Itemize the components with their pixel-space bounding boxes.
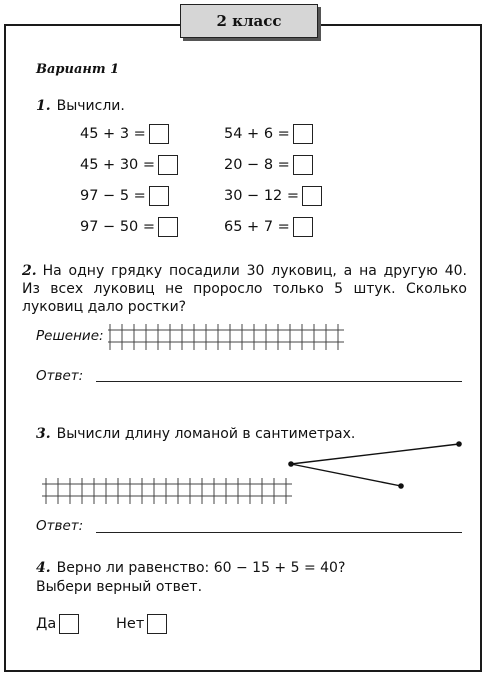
- no-checkbox[interactable]: [147, 614, 167, 634]
- task1-heading: [36, 97, 125, 115]
- broken-line-segment-2: [291, 464, 401, 486]
- answer-line[interactable]: [96, 381, 462, 382]
- exercise-right-1: [224, 124, 313, 144]
- yes-option: [36, 614, 79, 634]
- exercise-expression: 65 + 7 =: [224, 219, 290, 235]
- task3-text: Вычисли длину ломаной в сантиметрах.: [56, 426, 356, 442]
- task2-question: [22, 262, 467, 316]
- exercise-expression: 97 − 5 =: [80, 188, 146, 204]
- no-label: Нет: [116, 616, 145, 632]
- task1-text: Вычисли.: [56, 98, 125, 114]
- solution-grid[interactable]: [108, 324, 344, 350]
- answer-line[interactable]: [96, 532, 462, 533]
- task2-number: 2.: [22, 263, 37, 279]
- task1-number: 1.: [36, 98, 51, 114]
- grade-tab: [180, 4, 318, 38]
- answer-box[interactable]: [158, 155, 178, 175]
- broken-line-figure: [280, 435, 470, 495]
- task4-instruction: Выбери верный ответ.: [36, 579, 203, 595]
- solution-label: Решение:: [36, 328, 104, 344]
- exercise-left-4: [80, 217, 178, 237]
- exercise-expression: 97 − 50 =: [80, 219, 156, 235]
- exercise-expression: 45 + 3 =: [80, 126, 146, 142]
- answer-box[interactable]: [293, 124, 313, 144]
- ruler-grid[interactable]: [42, 478, 292, 504]
- answer-box[interactable]: [158, 217, 178, 237]
- exercise-left-3: [80, 186, 169, 206]
- exercise-right-4: [224, 217, 313, 237]
- yes-label: Да: [36, 616, 57, 632]
- exercise-left-1: [80, 124, 169, 144]
- answer-box[interactable]: [293, 217, 313, 237]
- grade-title: 2 класс: [216, 12, 282, 30]
- broken-line-vertex: [456, 441, 462, 447]
- broken-line-segment-1: [291, 444, 459, 464]
- exercise-expression: 54 + 6 =: [224, 126, 290, 142]
- answer-box[interactable]: [149, 186, 169, 206]
- broken-line-vertex: [288, 461, 294, 467]
- broken-line-vertex: [398, 483, 404, 489]
- task4-text: Верно ли равенство: 60 − 15 + 5 = 40?: [56, 560, 346, 576]
- task4-question: [36, 559, 345, 577]
- exercise-expression: 45 + 30 =: [80, 157, 156, 173]
- answer-label: Ответ:: [36, 368, 84, 384]
- exercise-expression: 30 − 12 =: [224, 188, 300, 204]
- no-option: [116, 614, 167, 634]
- answer-box[interactable]: [293, 155, 313, 175]
- answer-box[interactable]: [149, 124, 169, 144]
- yes-checkbox[interactable]: [59, 614, 79, 634]
- variant-title: Вариант 1: [36, 62, 120, 77]
- exercise-right-2: [224, 155, 313, 175]
- answer-label: Ответ:: [36, 518, 84, 534]
- answer-box[interactable]: [302, 186, 322, 206]
- exercise-expression: 20 − 8 =: [224, 157, 290, 173]
- exercise-right-3: [224, 186, 322, 206]
- task2-text: На одну грядку посадили 30 луковиц, а на другую 40. Из всех луковиц не проросло только 5 штук. Сколько луковиц дало ростки?: [22, 263, 467, 315]
- task4-number: 4.: [36, 560, 51, 576]
- exercise-left-2: [80, 155, 178, 175]
- task3-number: 3.: [36, 426, 51, 442]
